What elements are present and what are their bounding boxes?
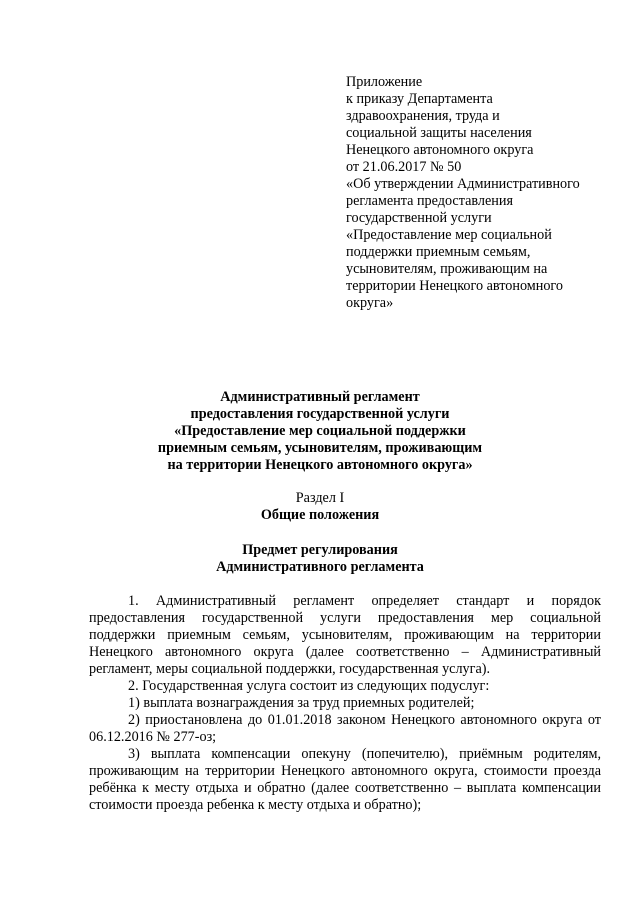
appendix-line: к приказу Департамента [346,91,493,107]
paragraph: 1. Административный регламент определяет стандарт и порядок предоставления государственной услуги предоставления мер социальной поддержки приемным семьям, усыновителям, проживающим на территории Ненецкого автономного округа (далее соответственно – Административный регламент, меры социальной поддержки, государственная услуга). [89,593,601,677]
paragraph: 2. Государственная услуга состоит из следующих подуслуг: [128,678,490,694]
paragraph: 3) выплата компенсации опекуну (попечителю), приёмным родителям, проживающим на территории Ненецкого автономного округа, стоимости проезда ребёнка к месту отдыха и обратно (далее соответственно – выплата компенсации стоимости проезда ребенка к месту отдыха и обратно); [89,746,601,813]
appendix-line: территории Ненецкого автономного [346,278,563,294]
body-text [89,593,601,814]
section-name: Общие положения [260,507,380,523]
appendix-line: регламента предоставления [346,193,513,209]
subsection-line: Административного регламента [216,559,424,575]
appendix-line: «Предоставление мер социальной [346,227,552,243]
appendix-line: здравоохранения, труда и [346,108,500,124]
appendix-line: поддержки приемным семьям, [346,244,531,260]
title-line: предоставления государственной услуги [190,406,450,422]
appendix-line: усыновителям, проживающим на [346,261,548,277]
section-heading [0,490,640,524]
title-line: «Предоставление мер социальной поддержки [174,423,466,439]
title-line: приемным семьям, усыновителям, проживающим [157,440,483,456]
title-line: Административный регламент [220,389,420,405]
appendix-line: социальной защиты населения [346,125,532,141]
paragraph: 1) выплата вознаграждения за труд приемных родителей; [128,695,475,711]
title-line: на территории Ненецкого автономного округа» [167,457,473,473]
document-title [0,389,640,474]
appendix-line: «Об утверждении Административного [346,176,580,192]
appendix-line: государственной услуги [346,210,492,226]
appendix-line: Приложение [346,74,423,90]
paragraph: 2) приостановлена до 01.01.2018 законом Ненецкого автономного округа от 06.12.2016 № 277-оз; [89,712,601,745]
appendix-line: округа» [346,295,394,311]
subsection-heading [0,542,640,576]
appendix-line: Ненецкого автономного округа [346,142,534,158]
section-number: Раздел I [295,490,345,506]
appendix-header [346,74,636,312]
subsection-line: Предмет регулирования [242,542,398,558]
appendix-line: от 21.06.2017 № 50 [346,159,462,175]
